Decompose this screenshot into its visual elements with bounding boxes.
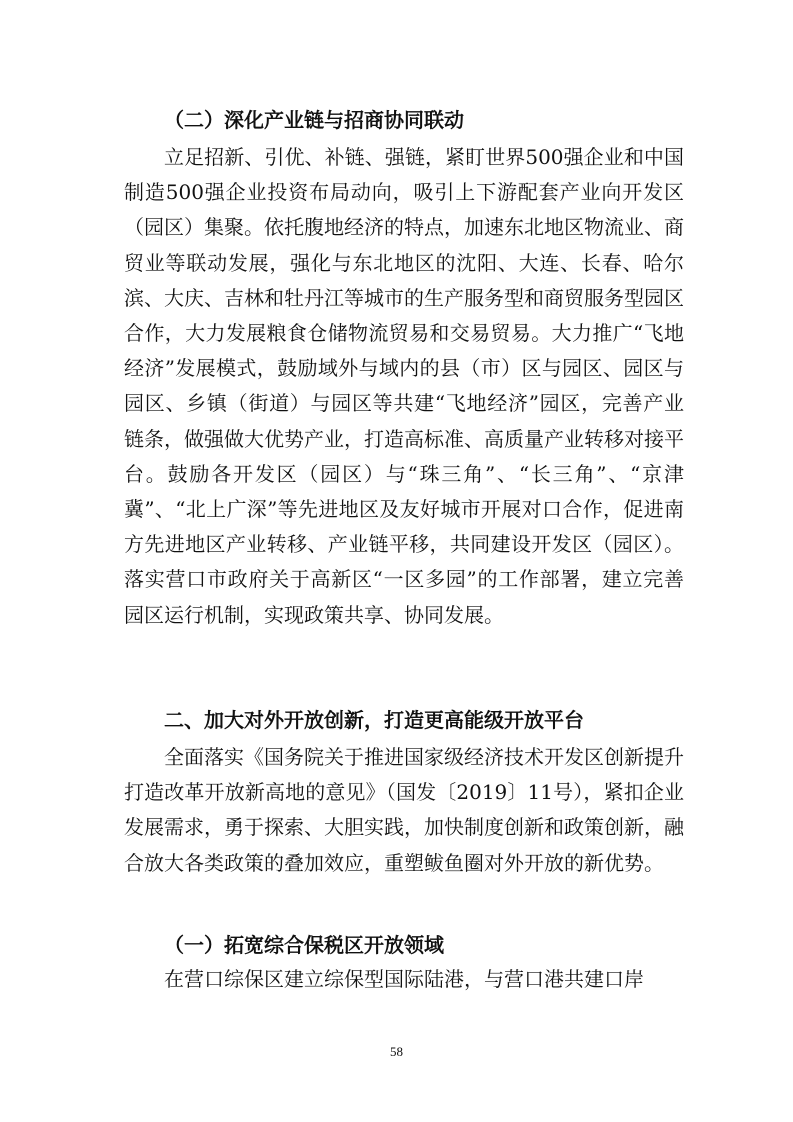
body-paragraph-bonded-zone: 在营口综保区建立综保型国际陆港，与营口港共建口岸 xyxy=(164,967,644,991)
section-heading-1: （一）拓宽综合保税区开放领域 xyxy=(164,933,444,957)
body-paragraph-opening: 全面落实《国务院关于推进国家级经济技术开发区创新提升打造改革开放新高地的意见》（国发〔2019〕11号），紧扣企业发展需求，勇于探索、大胆实践，加快制度创新和政策创新，融合放大各类政策的叠加效应，重塑鲅鱼圈对外开放的新优势。 xyxy=(124,745,684,875)
body-paragraph-supply-chain: 立足招新、引优、补链、强链，紧盯世界500强企业和中国制造500强企业投资布局动向，吸引上下游配套产业向开发区（园区）集聚。依托腹地经济的特点，加速东北地区物流业、商贸业等联动发展，强化与东北地区的沈阳、大连、长春、哈尔滨、大庆、吉林和牡丹江等城市的生产服务型和商贸服务型园区合作，大力发展粮食仓储物流贸易和交易贸易。大力推广“飞地经济”发展模式，鼓励域外与域内的县（市）区与园区、园区与园区、乡镇（街道）与园区等共建“飞地经济”园区，完善产业链条，做强做大优势产业，打造高标准、高质量产业转移对接平台。鼓励各开发区（园区）与“珠三角”、“长三角”、“京津冀”、“北上广深”等先进地区及友好城市开展对口合作，促进南方先进地区产业转移、产业链平移，共同建设开发区（园区）。落实营口市政府关于高新区“一区多园”的工作部署，建立完善园区运行机制，实现政策共享、协同发展。 xyxy=(124,145,684,627)
chapter-heading: 二、加大对外开放创新，打造更高能级开放平台 xyxy=(164,708,584,732)
page-number: 58 xyxy=(390,1044,403,1059)
section-heading-2: （二）深化产业链与招商协同联动 xyxy=(164,108,464,132)
